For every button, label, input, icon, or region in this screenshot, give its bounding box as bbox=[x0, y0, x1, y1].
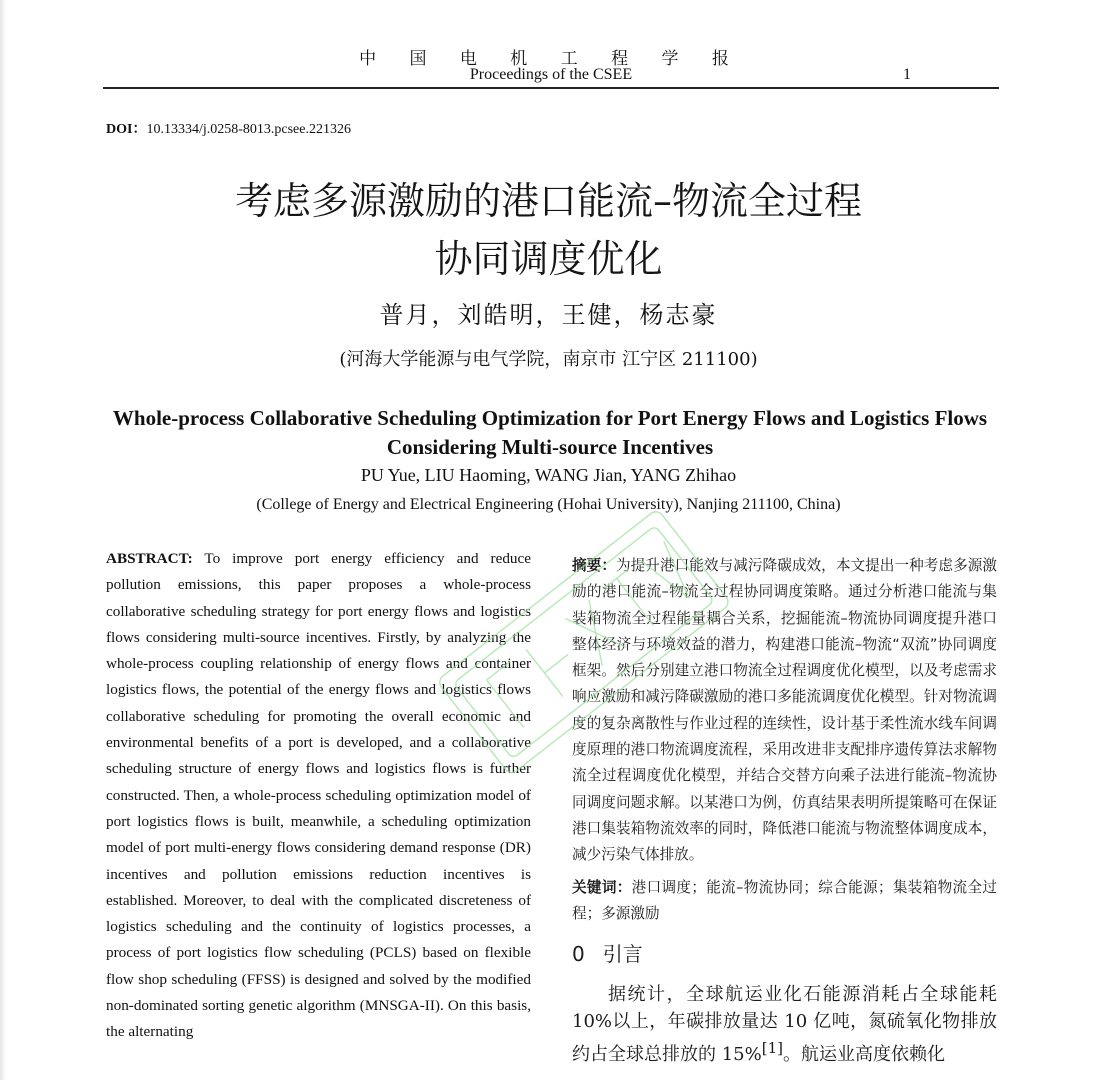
intro-text: 据统计，全球航运业化石能源消耗占全球能耗 10%以上，年碳排放量达 10 亿吨，氮硫氧化物排放约占全球总排放的 15% bbox=[572, 984, 997, 1066]
intro-tail: 。航运业高度依赖化 bbox=[782, 1044, 945, 1066]
abstract-en-paragraph bbox=[106, 546, 531, 1046]
keywords-text: 港口调度；能流–物流协同；综合能源；集装箱物流全过程；多源激励 bbox=[572, 878, 997, 922]
journal-name-cn: 中 国 电 机 工 程 学 报 bbox=[359, 49, 743, 69]
abstract-en-label: ABSTRACT: bbox=[106, 550, 193, 567]
title-en: Whole-process Collaborative Scheduling Optimization for Port Energy Flows and Logistics Flows Considering Multi-source Incentives bbox=[112, 406, 988, 459]
page-edge-shadow bbox=[0, 0, 6, 1080]
authors-en: PU Yue, LIU Haoming, WANG Jian, YANG Zhihao bbox=[360, 465, 737, 485]
journal-header bbox=[103, 44, 999, 88]
doi-value[interactable]: 10.13334/j.0258-8013.pcsee.221326 bbox=[146, 122, 351, 137]
journal-name-en: Proceedings of the CSEE bbox=[469, 66, 633, 83]
affiliation-cn: (河海大学能源与电气学院，南京市 江宁区 211100) bbox=[339, 349, 758, 370]
section-number: 0 bbox=[572, 942, 585, 967]
abstract-en-text: To improve port energy efficiency and reduce pollution emissions, this paper proposes a whole-process collaborative scheduling strategy for port energy flows and logistics flows considering multi-source incentives. Firstly, by analyzing the whole-process coupling relationship of energy flows and container logistics flows, the potential of the energy flows and logistics flows collaborative scheduling for promoting the overall economic and environmental benefits of a port is developed, and a collaborative scheduling structure of energy flows and logistics flows is further constructed. Then, a whole-process scheduling optimization model of port logistics flows is built, meanwhile, a scheduling optimization model of port multi-energy flows considering demand response (DR) incentives and pollution emissions reduction incentives is established. Moreover, to deal with the complicated discreteness of logistics scheduling and the continuity of logistics processes, a process of port logistics flow scheduling (PCLS) based on flexible flow shop scheduling (FFSS) is designed and solved by the modified non-dominated sorting genetic algorithm (MNSGA-II). On this basis, the alternating bbox=[106, 550, 531, 1041]
abstract-en bbox=[106, 546, 531, 1046]
abstract-cn bbox=[572, 553, 997, 869]
affiliation-en: (College of Energy and Electrical Engineering (Hohai University), Nanjing 211100, China) bbox=[256, 496, 841, 513]
abstract-cn-column bbox=[572, 553, 997, 1068]
header-rule bbox=[103, 87, 999, 89]
abstract-cn-label: 摘要： bbox=[572, 557, 616, 574]
section-heading bbox=[572, 937, 997, 971]
page-number: 1 bbox=[903, 66, 911, 83]
doi-line bbox=[106, 118, 351, 138]
keywords-label: 关键词： bbox=[572, 878, 632, 896]
section-title: 引言 bbox=[602, 942, 643, 967]
authors-cn: 普月，刘皓明，王健，杨志豪 bbox=[379, 301, 718, 329]
title-cn-line1: 考虑多源激励的港口能流–物流全过程 bbox=[234, 179, 862, 223]
title-cn-line2: 协同调度优化 bbox=[434, 237, 663, 281]
intro-citation[interactable]: [1] bbox=[761, 1039, 783, 1058]
keywords bbox=[572, 875, 997, 928]
abstract-cn-text: 为提升港口能效与减污降碳成效，本文提出一种考虑多源激励的港口能流–物流全过程协同调度策略。通过分析港口能流与集装箱物流全过程能量耦合关系，挖掘能流–物流协同调度提升港口整体经济与环境效益的潜力，构建港口能流–物流“双流”协同调度框架。然后分别建立港口物流全过程调度优化模型，以及考虑需求响应激励和减污降碳激励的港口多能流调度优化模型。针对物流调度的复杂离散性与作业过程的连续性，设计基于柔性流水线车间调度原理的港口物流调度流程，采用改进非支配排序遗传算法求解物流全过程调度优化模型，并结合交替方向乘子法进行能流–物流协同调度问题求解。以某港口为例，仿真结果表明所提策略可在保证港口集装箱物流效率的同时，降低港口能流与物流整体调度成本，减少污染气体排放。 bbox=[572, 557, 997, 864]
intro-paragraph bbox=[572, 981, 997, 1068]
doi-label: DOI： bbox=[106, 122, 147, 137]
